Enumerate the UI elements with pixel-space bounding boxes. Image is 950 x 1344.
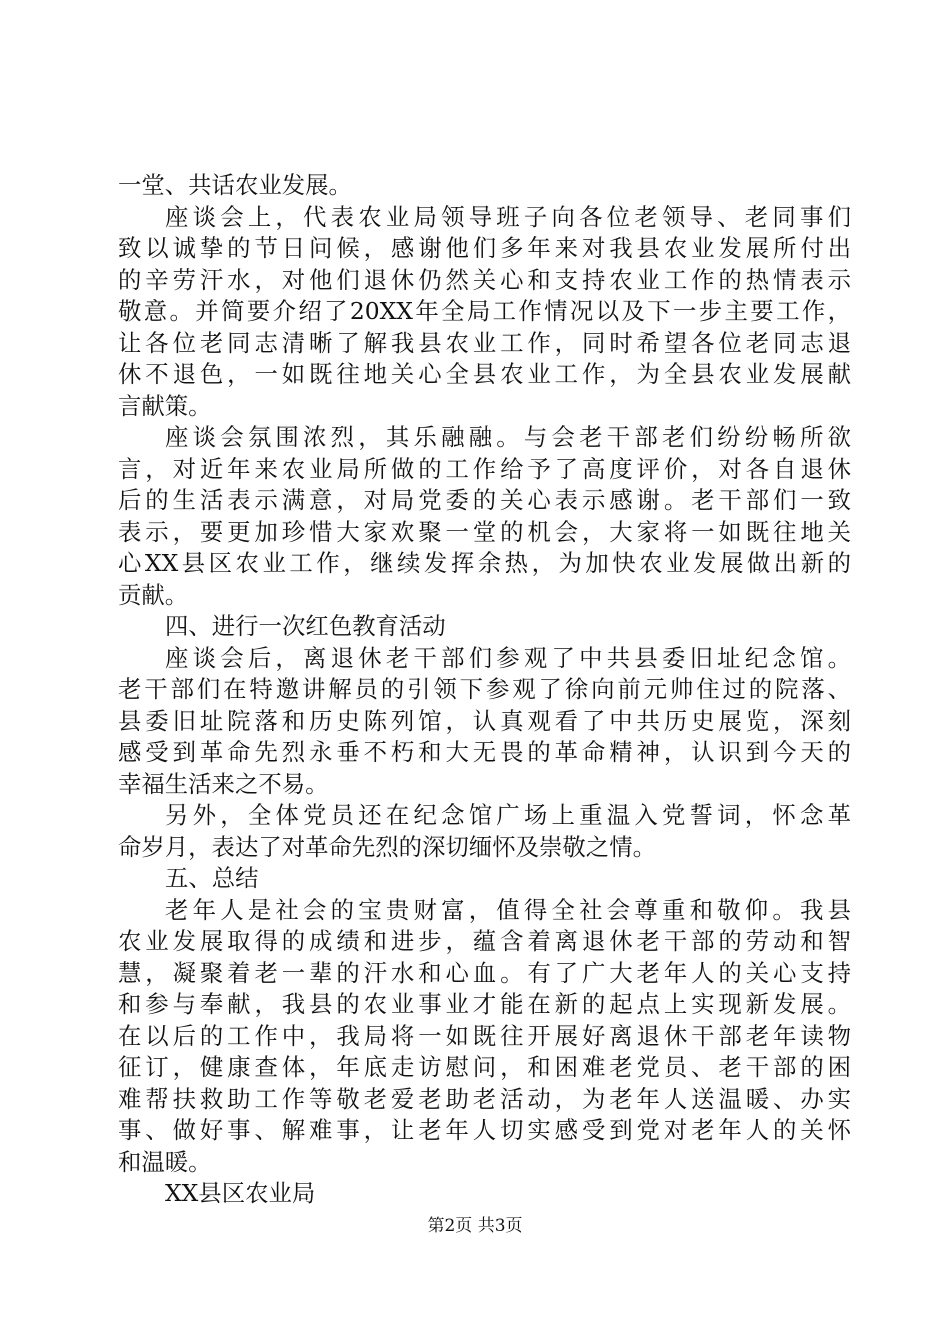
- text-line: 和温暖。: [118, 1147, 212, 1176]
- text-line: 让各位老同志清晰了解我县农业工作，同时希望各位老同志退: [118, 328, 851, 357]
- text-line: 命岁月，表达了对革命先烈的深切缅怀及崇敬之情。: [118, 832, 656, 861]
- text-line: 感受到革命先烈永垂不朽和大无畏的革命精神，认识到今天的: [118, 738, 851, 766]
- text-line: 幸福生活来之不易。: [118, 769, 329, 798]
- text-line: 征订，健康查体，年底走访慰问，和困难老党员、老干部的困: [118, 1053, 851, 1081]
- text-line: 座谈会后，离退休老干部们参观了中共县委旧址纪念馆。: [165, 643, 851, 672]
- text-line: 言，对近年来农业局所做的工作给予了高度评价，对各自退休: [118, 454, 851, 483]
- text-line: 和参与奉献，我县的农业事业才能在新的起点上实现新发展。: [118, 990, 851, 1018]
- text-line: 另外，全体党员还在纪念馆广场上重温入党誓词，怀念革: [165, 801, 851, 829]
- text-line: 敬意。并简要介绍了20XX年全局工作情况以及下一步主要工作，: [118, 297, 851, 325]
- text-line: 座谈会氛围浓烈，其乐融融。与会老干部老们纷纷畅所欲: [165, 423, 851, 451]
- text-line: 在以后的工作中，我局将一如既往开展好离退休干部老年读物: [118, 1021, 851, 1050]
- text-line: 表示，要更加珍惜大家欢聚一堂的机会，大家将一如既往地关: [118, 517, 851, 546]
- text-line: 五、总结: [165, 864, 259, 892]
- text-line: 农业发展取得的成绩和进步，蕴含着离退休老干部的劳动和智: [118, 927, 851, 955]
- text-line: 后的生活表示满意，对局党委的关心表示感谢。老干部们一致: [118, 486, 851, 514]
- text-line: 贡献。: [118, 580, 189, 609]
- text-line: 致以诚挚的节日问候，感谢他们多年来对我县农业发展所付出: [118, 234, 851, 262]
- text-line: 慧，凝聚着老一辈的汗水和心血。有了广大老年人的关心支持: [118, 958, 851, 987]
- text-line: 老干部们在特邀讲解员的引领下参观了徐向前元帅住过的院落、: [118, 675, 851, 703]
- text-line: 座谈会上，代表农业局领导班子向各位老领导、老同事们: [165, 202, 851, 231]
- text-line: 休不退色，一如既往地关心全县农业工作，为全县农业发展献: [118, 360, 851, 388]
- text-line: 老年人是社会的宝贵财富，值得全社会尊重和敬仰。我县: [165, 895, 851, 924]
- text-line: 难帮扶救助工作等敬老爱老助老活动，为老年人送温暖、办实: [118, 1084, 851, 1113]
- text-line: 一堂、共话农业发展。: [118, 171, 352, 199]
- text-line: 心XX县区农业工作，继续发挥余热，为加快农业发展做出新的: [118, 549, 851, 577]
- text-line: 事、做好事、解难事，让老年人切实感受到党对老年人的关怀: [118, 1116, 851, 1144]
- text-line: 县委旧址院落和历史陈列馆，认真观看了中共历史展览，深刻: [118, 706, 851, 735]
- page-number-footer: 第2页 共3页: [427, 1216, 523, 1236]
- text-line: 的辛劳汗水，对他们退休仍然关心和支持农业工作的热情表示: [118, 265, 851, 294]
- text-line: XX县区农业局: [165, 1179, 316, 1207]
- document-body: [118, 170, 851, 1210]
- text-line: 言献策。: [118, 391, 212, 420]
- text-line: 四、进行一次红色教育活动: [165, 612, 446, 640]
